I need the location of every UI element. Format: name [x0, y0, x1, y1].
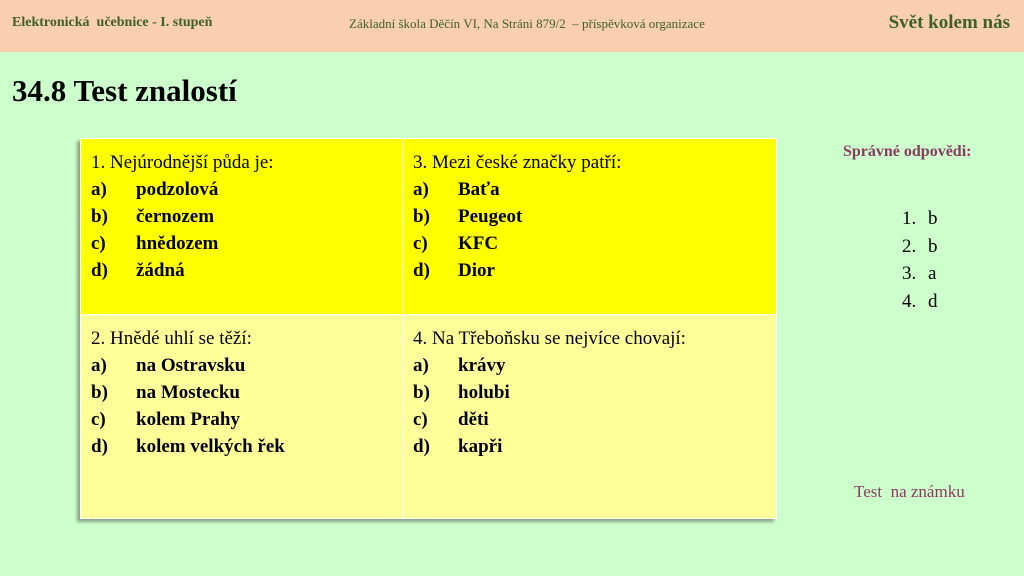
table-row [81, 315, 777, 519]
option-text: podzolová [136, 179, 219, 200]
answer-value: b [928, 235, 938, 257]
answer-option[interactable] [413, 230, 766, 257]
question-cell-3 [403, 139, 777, 315]
header-school-label: Základní škola Děčín VI, Na Stráni 879/2 – příspěvková organizace [349, 16, 705, 31]
question-cell-4 [403, 315, 777, 519]
option-text: kapři [458, 436, 503, 457]
option-text: na Mostecku [136, 382, 240, 403]
option-text: Peugeot [458, 206, 523, 227]
answer-number: 4. [902, 290, 917, 312]
question-text: 3. Mezi české značky patří: [413, 152, 622, 173]
list-item [902, 288, 938, 316]
answer-option[interactable] [91, 433, 392, 460]
header-bar [0, 0, 1024, 52]
question-cell-2 [81, 315, 403, 519]
answer-number: 3. [902, 263, 917, 284]
page-title: 34.8 Test znalostí [12, 73, 237, 108]
answer-number: 2. [902, 235, 917, 257]
correct-answers-list [902, 205, 938, 315]
option-letter: a) [413, 179, 429, 200]
table-row [81, 139, 777, 315]
quiz-table [80, 138, 777, 519]
option-text: žádná [136, 260, 185, 281]
option-text: holubi [458, 382, 510, 403]
option-text: na Ostravsku [136, 355, 246, 376]
option-text: Baťa [458, 179, 500, 200]
question-text: 1. Nejúrodnější půda je: [91, 152, 274, 173]
list-item [902, 233, 938, 261]
option-letter: c) [91, 409, 106, 430]
option-text: Dior [458, 260, 495, 281]
question-text: 2. Hnědé uhlí se těží: [91, 328, 252, 349]
option-letter: c) [413, 409, 428, 430]
option-letter: c) [413, 233, 428, 254]
answer-option[interactable] [91, 203, 392, 230]
answer-option[interactable] [413, 257, 766, 284]
header-textbook-label: Elektronická učebnice - I. stupeň [12, 15, 213, 30]
answer-number: 1. [902, 208, 917, 229]
answer-option[interactable] [91, 176, 392, 203]
header-subject-label: Svět kolem nás [888, 12, 1010, 33]
answer-option[interactable] [91, 257, 392, 284]
option-letter: d) [91, 436, 108, 457]
option-letter: a) [91, 179, 107, 200]
answer-option[interactable] [413, 379, 766, 406]
list-item [902, 260, 938, 288]
option-letter: a) [413, 355, 429, 376]
option-letter: b) [413, 206, 430, 227]
option-text: kolem velkých řek [136, 436, 285, 457]
answer-value: a [928, 263, 937, 284]
option-text: krávy [458, 355, 506, 376]
answer-option[interactable] [91, 406, 392, 433]
option-text: děti [458, 409, 489, 430]
answer-option[interactable] [91, 379, 392, 406]
option-text: KFC [458, 233, 499, 254]
answer-option[interactable] [413, 352, 766, 379]
option-text: černozem [136, 206, 215, 227]
list-item [902, 205, 938, 233]
option-letter: a) [91, 355, 107, 376]
answer-option[interactable] [413, 176, 766, 203]
answer-value: b [928, 208, 938, 229]
option-text: hnědozem [136, 233, 219, 254]
option-letter: d) [91, 260, 108, 281]
option-letter: b) [91, 206, 108, 227]
graded-test-link[interactable]: Test na známku [854, 482, 965, 501]
answer-option[interactable] [413, 433, 766, 460]
option-text: kolem Prahy [136, 409, 240, 430]
option-letter: b) [91, 382, 108, 403]
answer-option[interactable] [91, 352, 392, 379]
answer-option[interactable] [91, 230, 392, 257]
option-letter: d) [413, 436, 430, 457]
option-letter: c) [91, 233, 106, 254]
answer-option[interactable] [413, 203, 766, 230]
answer-option[interactable] [413, 406, 766, 433]
answer-value: d [928, 290, 938, 312]
question-text: 4. Na Třeboňsku se nejvíce chovají: [413, 328, 686, 349]
option-letter: b) [413, 382, 430, 403]
option-letter: d) [413, 260, 430, 281]
correct-answers-heading: Správné odpovědi: [843, 143, 972, 160]
question-cell-1 [81, 139, 403, 315]
